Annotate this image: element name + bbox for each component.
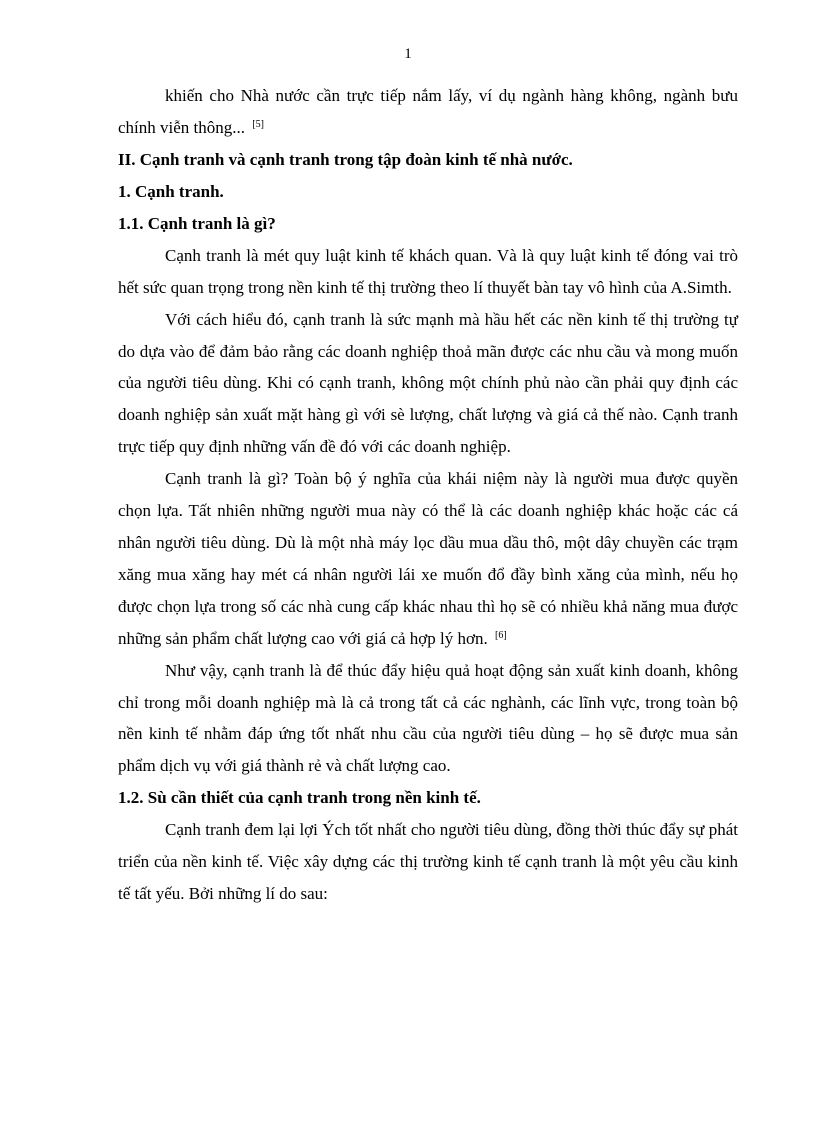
paragraph-continuation bbox=[118, 80, 738, 144]
page-content bbox=[118, 80, 738, 910]
paragraph-text: Cạnh tranh là gì? Toàn bộ ý nghĩa của khái niệm này là người mua được quyền chọn lựa. Tất nhiên những người mua này có thể là các doanh nghiệp khác hoặc các cá nhân người tiêu dùng. Dù là một nhà máy lọc dầu mua dầu thô, một dây chuyền các trạm xăng mua xăng hay mét cá nhân người lái xe muốn đổ đầy bình xăng của mình, nếu họ được chọn lựa trong số các nhà cung cấp khác nhau thì họ sẽ có nhiều khả năng mua được những sản phẩm chất lượng cao với giá cả hợp lý hơn. bbox=[118, 469, 738, 648]
section-heading: II. Cạnh tranh và cạnh tranh trong tập đoàn kinh tế nhà nước. bbox=[118, 149, 573, 169]
paragraph: Với cách hiểu đó, cạnh tranh là sức mạnh mà hầu hết các nền kinh tế thị trường tự do dựa vào để đảm bảo rằng các doanh nghiệp thoả mãn được các nhu cầu và mong muốn của người tiêu dùng. Khi có cạnh tranh, không một chính phủ nào cần phải quy định các doanh nghiệp sản xuất mặt hàng gì với sè lượng, chất lượng và giá cả thế nào. Cạnh tranh trực tiếp quy định những vấn đề đó với các doanh nghiệp. bbox=[118, 309, 738, 457]
page-number: 1 bbox=[404, 46, 412, 62]
citation-ref: [5] bbox=[252, 118, 264, 130]
paragraph bbox=[118, 463, 738, 654]
paragraph-text: khiến cho Nhà nước cần trực tiếp nắm lấy, ví dụ ngành hàng không, ngành bưu chính viễn thông... bbox=[118, 86, 738, 137]
paragraph: Cạnh tranh là mét quy luật kinh tế khách quan. Và là quy luật kinh tế đóng vai trò hết sức quan trọng trong nền kinh tế thị trường theo lí thuyết bàn tay vô hình của A.Simth. bbox=[118, 245, 738, 297]
citation-ref: [6] bbox=[495, 629, 507, 641]
subsection-heading: 1. Cạnh tranh. bbox=[118, 181, 224, 201]
subsubsection-heading: 1.2. Sù cần thiết của cạnh tranh trong nền kinh tế. bbox=[118, 788, 481, 808]
subsubsection-heading: 1.1. Cạnh tranh là gì? bbox=[118, 213, 276, 233]
paragraph: Như vậy, cạnh tranh là để thúc đẩy hiệu quả hoạt động sản xuất kinh doanh, không chỉ trong mỗi doanh nghiệp mà là cả trong tất cả các nghành, các lĩnh vực, trong toàn bộ nền kinh tế nhằm đáp ứng tốt nhất nhu cầu của người tiêu dùng – họ sẽ được mua sản phẩm dịch vụ với giá thành rẻ và chất lượng cao. bbox=[118, 660, 738, 776]
paragraph: Cạnh tranh đem lại lợi Ých tốt nhất cho người tiêu dùng, đồng thời thúc đẩy sự phát triển của nền kinh tế. Việc xây dựng các thị trường kinh tế cạnh tranh là một yêu cầu kinh tế tất yếu. Bởi những lí do sau: bbox=[118, 820, 738, 904]
